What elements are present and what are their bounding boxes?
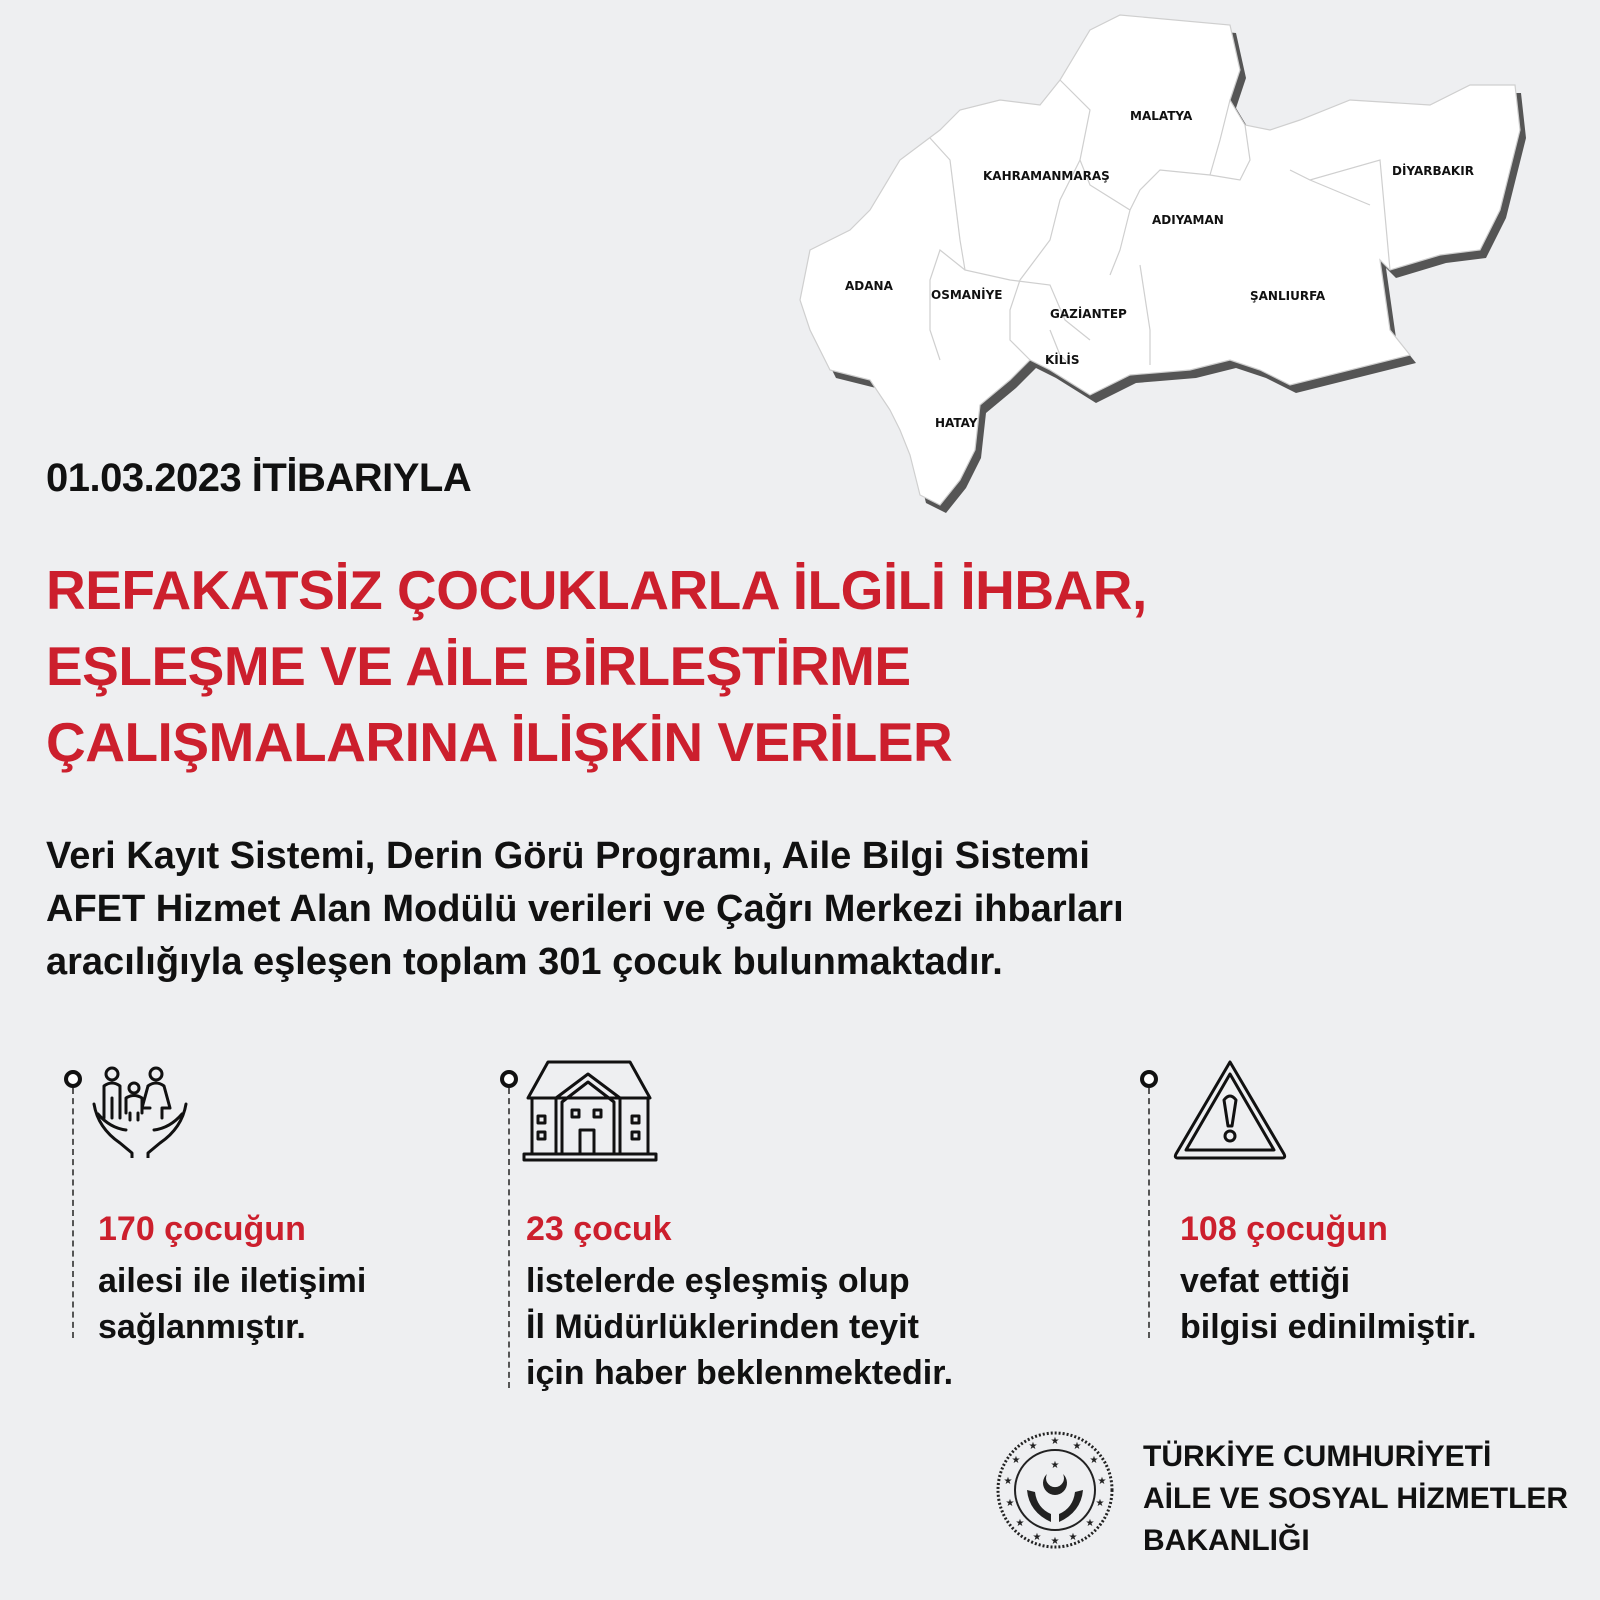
- intro-line: Veri Kayıt Sistemi, Derin Görü Programı, Aile Bilgi Sistemi: [46, 835, 1090, 877]
- pin-marker-icon: [1140, 1070, 1158, 1088]
- family-in-hands-icon: [90, 1058, 190, 1163]
- svg-text:★: ★: [1050, 1460, 1060, 1471]
- dashed-divider: [508, 1088, 510, 1388]
- date-label: 01.03.2023 İTİBARIYLA: [46, 456, 472, 500]
- title-line: EŞLEŞME VE AİLE BİRLEŞTİRME: [46, 635, 911, 697]
- ministry-line: BAKANLIĞI: [1143, 1524, 1310, 1557]
- svg-text:★: ★: [1003, 1476, 1013, 1487]
- stat-line: sağlanmıştır.: [98, 1308, 306, 1346]
- stat-number: 108 çocuğun: [1180, 1210, 1388, 1248]
- stat-description: [526, 1258, 953, 1396]
- province-label-adana: ADANA: [845, 279, 893, 293]
- province-label-sanliurfa: ŞANLIURFA: [1250, 289, 1326, 303]
- province-label-kahramanmaras: KAHRAMANMARAŞ: [983, 169, 1110, 183]
- svg-text:★: ★: [1068, 1532, 1078, 1543]
- stat-description: [1180, 1258, 1477, 1350]
- stat-line: ailesi ile iletişimi: [98, 1262, 367, 1300]
- province-label-malatya: MALATYA: [1130, 109, 1193, 123]
- svg-text:★: ★: [1089, 1455, 1099, 1466]
- total-count: toplam 301: [403, 941, 602, 983]
- stat-line: vefat ettiği: [1180, 1262, 1351, 1300]
- province-label-adiyaman: ADIYAMAN: [1152, 213, 1224, 227]
- stat-line: bilgisi edinilmiştir.: [1180, 1308, 1477, 1346]
- earthquake-region-map: [790, 10, 1600, 520]
- dashed-divider: [1148, 1088, 1150, 1338]
- intro-paragraph: [46, 830, 1496, 989]
- stat-description: [98, 1258, 366, 1350]
- svg-text:★: ★: [1015, 1518, 1025, 1529]
- stat-line: için haber beklenmektedir.: [526, 1354, 954, 1392]
- svg-text:★: ★: [1085, 1518, 1095, 1529]
- page-title: [46, 552, 1466, 780]
- house-icon: [520, 1058, 660, 1167]
- stat-number: 23 çocuk: [526, 1210, 672, 1248]
- title-line: REFAKATSİZ ÇOCUKLARLA İLGİLİ İHBAR,: [46, 559, 1147, 621]
- ministry-line: TÜRKİYE CUMHURİYETİ: [1143, 1440, 1492, 1473]
- svg-text:★: ★: [1028, 1441, 1038, 1452]
- ministry-emblem-logo: [995, 1430, 1115, 1550]
- svg-text:★: ★: [1095, 1498, 1105, 1509]
- svg-text:★: ★: [1032, 1532, 1042, 1543]
- intro-line: [46, 936, 1496, 989]
- pin-marker-icon: [64, 1070, 82, 1088]
- svg-text:★: ★: [1050, 1536, 1060, 1547]
- province-label-hatay: HATAY: [935, 416, 978, 430]
- intro-line: AFET Hizmet Alan Modülü verileri ve Çağrı Merkezi ihbarları: [46, 888, 1124, 930]
- pin-marker-icon: [500, 1070, 518, 1088]
- svg-text:★: ★: [1011, 1455, 1021, 1466]
- svg-text:★: ★: [1072, 1441, 1082, 1452]
- title-line: ÇALIŞMALARINA İLİŞKİN VERİLER: [46, 711, 953, 773]
- dashed-divider: [72, 1088, 74, 1338]
- svg-text:★: ★: [1097, 1476, 1107, 1487]
- svg-text:★: ★: [1050, 1436, 1060, 1447]
- province-label-diyarbakir: DİYARBAKIR: [1392, 164, 1474, 178]
- stat-number: 170 çocuğun: [98, 1210, 306, 1248]
- svg-text:★: ★: [1005, 1498, 1015, 1509]
- province-label-osmaniye: OSMANİYE: [931, 288, 1003, 302]
- stat-line: listelerde eşleşmiş olup: [526, 1262, 910, 1300]
- province-label-gaziantep: GAZİANTEP: [1050, 307, 1127, 321]
- stat-line: İl Müdürlüklerinden teyit: [526, 1308, 919, 1346]
- intro-text: çocuk bulunmaktadır.: [601, 941, 1003, 983]
- ministry-name: [1143, 1436, 1568, 1562]
- ministry-line: AİLE VE SOSYAL HİZMETLER: [1143, 1482, 1569, 1515]
- intro-text: aracılığıyla eşleşen: [46, 941, 404, 983]
- warning-icon: [1172, 1058, 1288, 1167]
- province-label-kilis: KİLİS: [1045, 353, 1080, 367]
